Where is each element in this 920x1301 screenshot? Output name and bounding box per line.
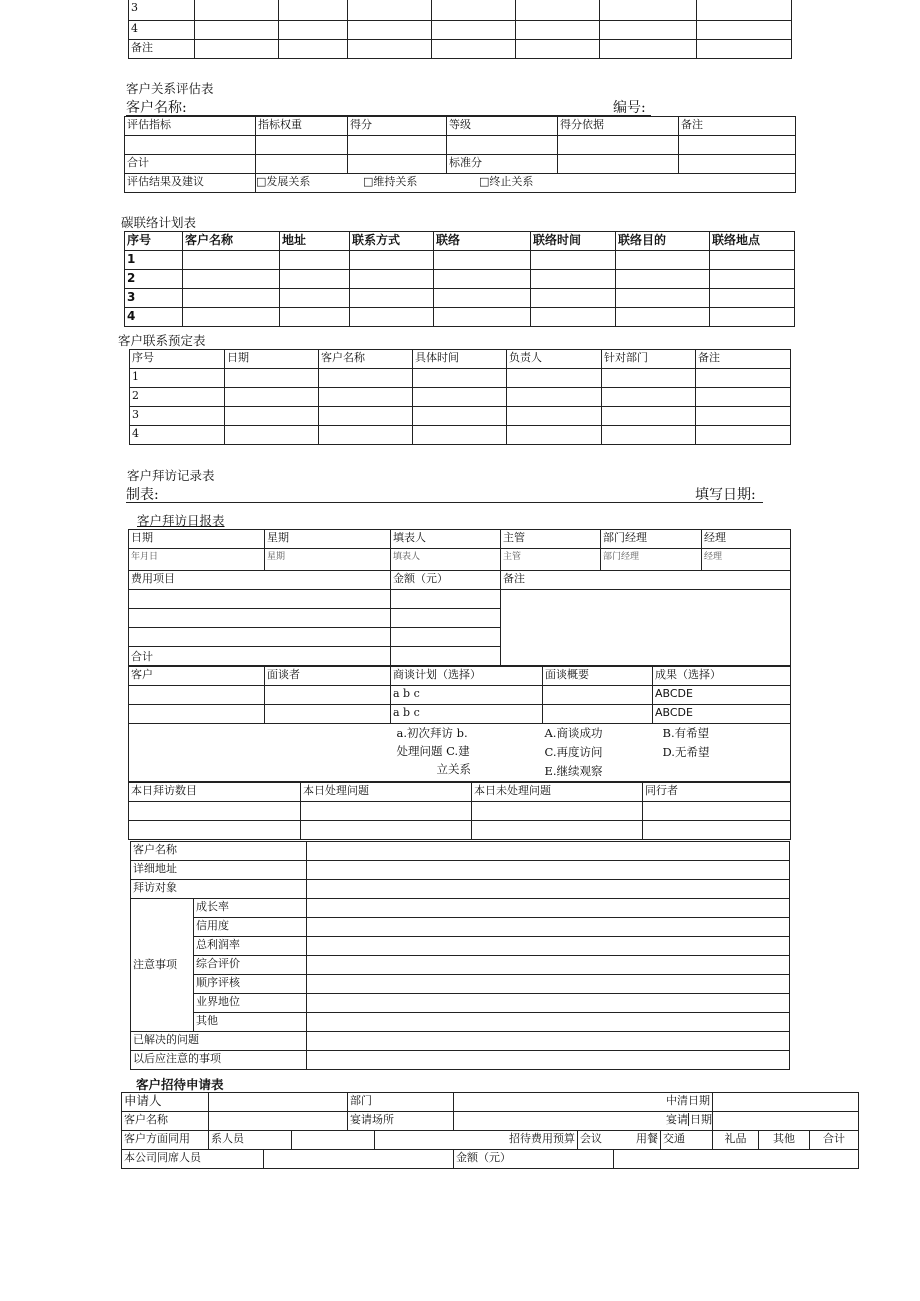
- banquet-date-label: 日期: [690, 1113, 713, 1126]
- header-cell: 客户名称: [319, 350, 413, 369]
- table-row: [125, 232, 795, 251]
- reception-title: 客户招待申请表: [136, 1077, 224, 1092]
- budget-item: 交通: [661, 1131, 713, 1150]
- relation-title: 客户关系评估表: [126, 81, 214, 96]
- plan-value: a b c: [391, 686, 543, 705]
- budget-item: 礼品: [713, 1131, 759, 1150]
- table-row: [125, 136, 796, 155]
- table-row: [131, 1013, 790, 1032]
- table-row: [129, 667, 791, 686]
- result-note: A.商谈成功: [544, 726, 603, 740]
- header-cell: 联络: [434, 232, 531, 251]
- table-row: [129, 821, 791, 840]
- table-row: [129, 0, 792, 20]
- apply-date-label: 中清日期: [661, 1093, 713, 1112]
- sub-weekday: 星期: [265, 549, 391, 571]
- table-row: [125, 289, 795, 308]
- result-note: D.无希望: [662, 745, 710, 759]
- row-number: 2: [125, 270, 183, 289]
- visit-detail-table: [130, 841, 790, 1070]
- header-cell: 得分依据: [558, 117, 679, 136]
- header-manager: 经理: [702, 530, 791, 549]
- table-row: [131, 899, 790, 918]
- notes-item: 顺序评核: [194, 975, 307, 994]
- contact-plan-title: 碳联络计划表: [121, 215, 197, 230]
- customer-label: 客户: [129, 667, 265, 686]
- header-weekday: 星期: [265, 530, 391, 549]
- table-row: [130, 369, 791, 388]
- header-cell: 得分: [348, 117, 447, 136]
- row-number: 4: [130, 426, 225, 445]
- row-label: 拜访对象: [131, 880, 307, 899]
- row-label: 详细地址: [131, 861, 307, 880]
- header-cell: 联络目的: [616, 232, 710, 251]
- table-row: [125, 251, 795, 270]
- option-terminate[interactable]: □终止关系: [479, 175, 534, 188]
- header-cell: 日期: [225, 350, 319, 369]
- handled-label: 本日处理问题: [301, 783, 472, 802]
- table-row: [131, 1032, 790, 1051]
- plan-label: 商谈计划（选择）: [391, 667, 543, 686]
- table-row: [131, 994, 790, 1013]
- table-row: [131, 956, 790, 975]
- notes-item: 成长率: [194, 899, 307, 918]
- option-develop[interactable]: □发展关系: [256, 175, 311, 188]
- company-label: 本公司同席人员: [122, 1150, 264, 1169]
- total-label: 合计: [125, 155, 256, 174]
- row-number: 1: [130, 369, 225, 388]
- result-value: ABCDE: [653, 686, 791, 705]
- table-row: [131, 1051, 790, 1070]
- table-row: [131, 918, 790, 937]
- top-table: [128, 0, 792, 59]
- count-label: 本日拜访数目: [129, 783, 301, 802]
- contact-plan-table: [124, 231, 795, 327]
- visit-date-label: 填写日期:: [695, 487, 756, 503]
- table-row: [131, 842, 790, 861]
- table-row: [130, 407, 791, 426]
- relation-table: [124, 116, 796, 193]
- customer-side-label: 客户方面同用: [122, 1131, 209, 1150]
- table-row: [125, 270, 795, 289]
- table-row: [129, 724, 791, 782]
- remark-label: 备注: [501, 571, 791, 590]
- budget-item: 合计: [810, 1131, 859, 1150]
- table-row: [130, 388, 791, 407]
- row-label: 客户名称: [131, 842, 307, 861]
- header-cell: 联络地点: [710, 232, 795, 251]
- row-label: 备注: [129, 39, 195, 58]
- visit-maker-label: 制表:: [126, 487, 159, 503]
- table-row: [129, 20, 792, 39]
- header-date: 日期: [129, 530, 265, 549]
- standard-label: 标准分: [447, 155, 558, 174]
- amount-label: 金额（元）: [391, 571, 501, 590]
- table-row: [129, 590, 791, 609]
- row-label: 以后应注意的事项: [131, 1051, 307, 1070]
- relation-number-label: 编号:: [613, 100, 646, 116]
- daily-expense-table: [128, 570, 791, 666]
- budget-label: 招待费用预算: [375, 1131, 578, 1150]
- table-row: [122, 1112, 859, 1131]
- table-row: [129, 530, 791, 549]
- banquet-label: 宴请: [666, 1113, 689, 1126]
- table-row: [130, 350, 791, 369]
- table-row: [122, 1150, 859, 1169]
- header-cell: 序号: [125, 232, 183, 251]
- header-cell: 针对部门: [602, 350, 696, 369]
- result-label: 成果（选择）: [653, 667, 791, 686]
- table-row: [125, 174, 796, 193]
- sub-supervisor: 主管: [501, 549, 601, 571]
- header-cell: 具体时间: [413, 350, 507, 369]
- reception-table: [121, 1092, 859, 1169]
- table-row: [125, 117, 796, 136]
- summary-label: 面谈概要: [543, 667, 653, 686]
- daily-title: 客户拜访日报表: [137, 513, 225, 528]
- total-label: 合计: [129, 647, 391, 666]
- table-row: [129, 686, 791, 705]
- expense-label: 费用项目: [129, 571, 391, 590]
- plan-note: 处理问题 C.建: [396, 744, 470, 758]
- notes-item: 其他: [194, 1013, 307, 1032]
- unhandled-label: 本日未处理问题: [472, 783, 643, 802]
- contact-label: 系人员: [209, 1131, 292, 1150]
- header-cell: 等级: [447, 117, 558, 136]
- table-row: [122, 1131, 859, 1150]
- sub-manager: 经理: [702, 549, 791, 571]
- budget-item: 其他: [759, 1131, 810, 1150]
- schedule-table: [129, 349, 791, 445]
- applicant-label: 申请人: [122, 1093, 209, 1112]
- row-number: 4: [125, 308, 183, 327]
- plan-note: a.初次拜访 b.: [396, 726, 468, 740]
- budget-item: 会议: [580, 1132, 603, 1145]
- table-row: [131, 880, 790, 899]
- row-number: 3: [130, 407, 225, 426]
- visit-record-title: 客户拜访记录表: [127, 468, 215, 483]
- option-maintain[interactable]: □维持关系: [363, 175, 418, 188]
- table-row: [131, 975, 790, 994]
- daily-plan-table: [128, 666, 791, 782]
- table-row: [129, 549, 791, 571]
- notes-item: 总利润率: [194, 937, 307, 956]
- header-cell: 地址: [280, 232, 350, 251]
- plan-value: a b c: [391, 705, 543, 724]
- table-row: [129, 783, 791, 802]
- notes-item: 综合评价: [194, 956, 307, 975]
- amount-label: 金额（元）: [454, 1150, 614, 1169]
- row-label: 已解决的问题: [131, 1032, 307, 1051]
- daily-summary-table: [128, 782, 791, 840]
- header-filler: 填表人: [391, 530, 501, 549]
- header-cell: 联络时间: [531, 232, 616, 251]
- customer-label: 客户名称: [122, 1112, 209, 1131]
- header-cell: 备注: [679, 117, 796, 136]
- table-row: [129, 571, 791, 590]
- table-row: [129, 39, 792, 58]
- interviewer-label: 面谈者: [265, 667, 391, 686]
- venue-label: 宴请场所: [348, 1112, 454, 1131]
- daily-header-table: [128, 529, 791, 571]
- header-cell: 序号: [130, 350, 225, 369]
- row-number: 3: [125, 289, 183, 308]
- row-label: 4: [129, 20, 195, 39]
- table-row: [125, 155, 796, 174]
- schedule-title: 客户联系预定表: [118, 333, 206, 348]
- sub-date: 年月日: [129, 549, 265, 571]
- notes-item: 信用度: [194, 918, 307, 937]
- table-row: [122, 1093, 859, 1112]
- header-cell: 指标权重: [256, 117, 348, 136]
- row-number: 2: [130, 388, 225, 407]
- budget-item: 用餐: [636, 1132, 659, 1145]
- dept-label: 部门: [348, 1093, 454, 1112]
- header-cell: 评估指标: [125, 117, 256, 136]
- header-cell: 备注: [696, 350, 791, 369]
- visit-record-underline: [126, 502, 763, 503]
- header-dept-manager: 部门经理: [601, 530, 702, 549]
- header-cell: 负责人: [507, 350, 602, 369]
- table-row: [129, 705, 791, 724]
- notes-item: 业界地位: [194, 994, 307, 1013]
- header-supervisor: 主管: [501, 530, 601, 549]
- result-note: E.继续观察: [544, 764, 603, 778]
- plan-note: 立关系: [436, 762, 471, 776]
- header-cell: 客户名称: [183, 232, 280, 251]
- table-row: [129, 802, 791, 821]
- relation-customer-label: 客户名称:: [126, 100, 187, 116]
- table-row: [125, 308, 795, 327]
- sub-filler: 填表人: [391, 549, 501, 571]
- notes-label: 注意事项: [131, 899, 194, 1032]
- row-label: 3: [129, 0, 195, 20]
- result-label: 评估结果及建议: [125, 174, 256, 193]
- row-number: 1: [125, 251, 183, 270]
- result-note: B.有希望: [662, 726, 710, 740]
- table-row: [130, 426, 791, 445]
- companion-label: 同行者: [643, 783, 791, 802]
- header-cell: 联系方式: [350, 232, 434, 251]
- sub-dept-manager: 部门经理: [601, 549, 702, 571]
- result-note: C.再度访问: [544, 745, 603, 759]
- result-value: ABCDE: [653, 705, 791, 724]
- table-row: [131, 937, 790, 956]
- table-row: [131, 861, 790, 880]
